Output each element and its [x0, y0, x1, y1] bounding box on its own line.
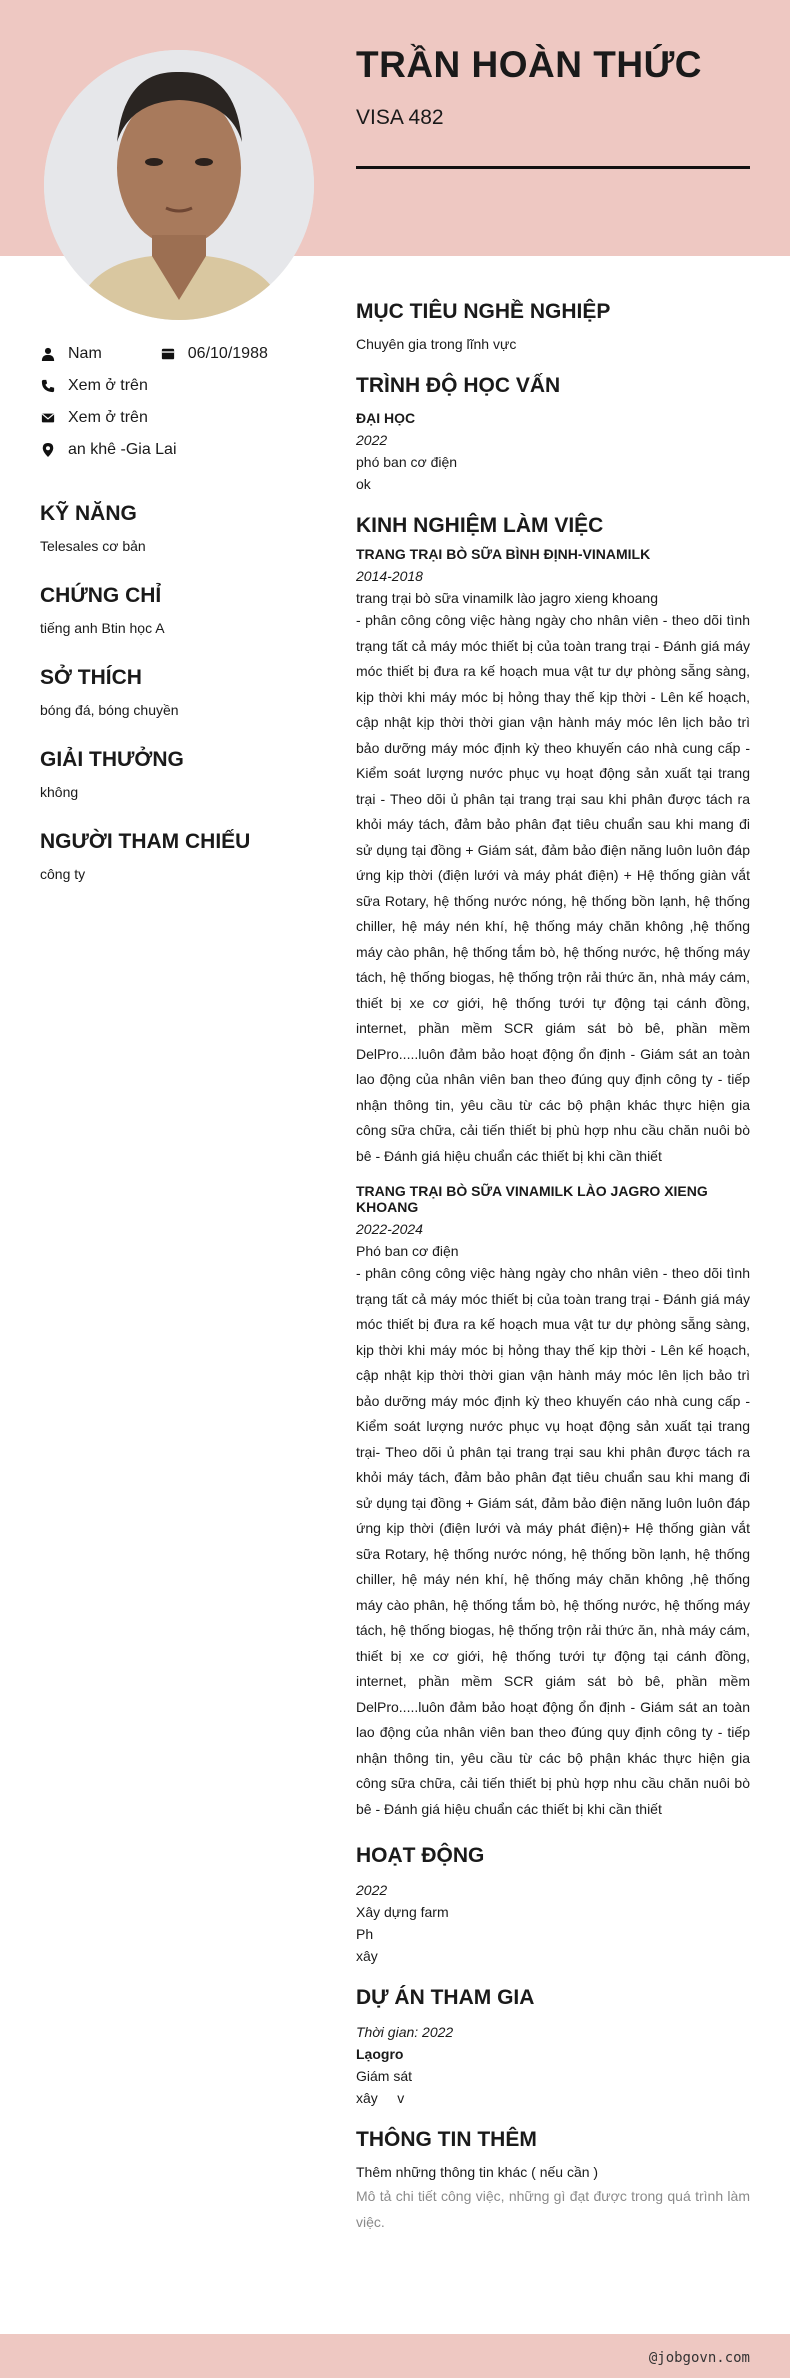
candidate-position: VISA 482	[356, 106, 444, 129]
experience-title: trang trại bò sữa vinamilk lào jagro xieng khoang	[356, 590, 658, 606]
hobbies-section	[40, 666, 330, 718]
calendar-icon	[160, 346, 176, 362]
phone-value[interactable]: Xem ở trên	[68, 377, 148, 394]
user-icon	[40, 346, 56, 362]
awards-heading: GIẢI THƯỞNG	[40, 748, 184, 771]
profile-photo-illustration	[44, 50, 314, 320]
certificates-text: tiếng anh Btin học A	[40, 620, 165, 636]
projects-period: Thời gian: 2022	[356, 2024, 454, 2040]
address-value: an khê -Gia Lai	[68, 441, 177, 458]
left-column	[40, 338, 330, 882]
objective-section	[356, 300, 750, 352]
projects-description: xây v	[356, 2090, 405, 2106]
experience-description: - phân công công việc hàng ngày cho nhân viên - theo dõi tình trạng tất cả máy móc thiết bị của toàn trang trại - Đánh giá máy móc thiết bị đưa ra kế hoạch mua vật tư dự phòng sẵng sàng, kịp thời khi máy móc bị hỏng thay thế kịp thời - Lên kế hoạch, cập nhật kịp thời thời gian vận hành máy móc lên lịch bảo trì bảo dưỡng máy móc định kỳ theo khuyến cáo nhà cung cấp - Kiểm soát lượng nước phục vụ hoạt động sản xuất tại trang trại- Theo dõi ủ phân tại trang trại sau khi phân được tách ra khỏi máy tách, đảm bảo phân đạt tiêu chuẩn sau khi mang đi sử dụng tại đồng + Giám sát, đảm bảo điện năng luôn luôn đáp ứng kịp thời (điện lưới và máy phát điện)+ Hệ thống giàn vắt sữa Rotary, hệ thống nước nóng, hệ thống bồn lạnh, hệ thống chiller, hệ máy nén khí, hệ thống máy chăn không ,hệ thống máy cào phân, hệ thống tắm bò, hệ thống nước, hệ thống máy tách, hệ thống biogas, hệ thống trộn rải thức ăn, nhà máy cám, thiết bị xe cơ giới, hệ thống tưới tự động tại cánh đồng, internet, phần mềm SCR giám sát bò bê, phần mềm DelPro.....luôn đảm bảo hoạt động ổn định - Giám sát an toàn lao động của nhân viên ban theo đúng quy định công ty - tiếp nhận thông tin, yêu cầu từ các bộ phận khác thực hiện gia công sữa chữa, cải tiến thiết bị phù hợp nhu cầu chăn nuôi bò bê - Đánh giá hiệu chuẩn các thiết bị khi cần thiết	[356, 1265, 750, 1817]
projects-role: Giám sát	[356, 2068, 413, 2084]
references-heading: NGƯỜI THAM CHIẾU	[40, 830, 251, 853]
name-divider	[356, 166, 750, 169]
footer-brand[interactable]: @jobgovn.com	[648, 2350, 750, 2366]
contact-phone	[40, 370, 330, 402]
birthdate-value: 06/10/1988	[187, 345, 268, 362]
additional-hint: Mô tả chi tiết công việc, những gì đạt được trong quá trình làm việc.	[356, 2188, 750, 2230]
experience-item	[356, 1183, 750, 1822]
activities-role: Ph	[356, 1926, 374, 1942]
education-note: ok	[356, 476, 371, 492]
certificates-section	[40, 584, 330, 636]
education-heading: TRÌNH ĐỘ HỌC VẤN	[356, 374, 561, 397]
awards-text: không	[40, 784, 79, 800]
education-school: ĐẠI HỌC	[356, 410, 416, 426]
contact-email	[40, 402, 330, 434]
experience-title: Phó ban cơ điện	[356, 1243, 459, 1259]
activities-heading: HOẠT ĐỘNG	[356, 1844, 485, 1867]
hobbies-heading: SỞ THÍCH	[40, 666, 142, 689]
experience-period: 2022-2024	[356, 1221, 423, 1237]
email-icon	[40, 410, 56, 426]
footer-band	[0, 2334, 790, 2378]
experience-period: 2014-2018	[356, 568, 423, 584]
education-major: phó ban cơ điện	[356, 454, 458, 470]
gender-value: Nam	[68, 345, 102, 362]
objective-heading: MỤC TIÊU NGHỀ NGHIỆP	[356, 300, 611, 323]
skills-text: Telesales cơ bản	[40, 538, 146, 554]
right-column	[356, 300, 750, 2257]
additional-text: Thêm những thông tin khác ( nếu cần )	[356, 2164, 599, 2180]
references-section	[40, 830, 330, 882]
phone-icon	[40, 378, 56, 394]
experience-heading: KINH NGHIỆM LÀM VIỆC	[356, 514, 604, 537]
education-section	[356, 374, 750, 492]
projects-section	[356, 1986, 750, 2106]
additional-heading: THÔNG TIN THÊM	[356, 2128, 537, 2151]
experience-company: TRANG TRẠI BÒ SỮA VINAMILK LÀO JAGRO XIENG KHOANG	[356, 1183, 708, 1215]
experience-item	[356, 546, 750, 1169]
additional-section	[356, 2128, 750, 2235]
hobbies-text: bóng đá, bóng chuyền	[40, 702, 179, 718]
activities-description: xây	[356, 1948, 378, 1964]
candidate-name: TRẦN HOÀN THỨC	[356, 44, 702, 85]
projects-name: Lạogro	[356, 2046, 404, 2062]
contact-address	[40, 434, 330, 466]
certificates-heading: CHỨNG CHỈ	[40, 584, 162, 607]
contact-gender-birthdate	[40, 338, 330, 370]
objective-text: Chuyên gia trong lĩnh vực	[356, 336, 517, 352]
projects-heading: DỰ ÁN THAM GIA	[356, 1986, 535, 2009]
skills-heading: KỸ NĂNG	[40, 502, 137, 525]
activities-section	[356, 1844, 750, 1964]
activities-org: Xây dựng farm	[356, 1904, 449, 1920]
location-icon	[40, 442, 56, 458]
activities-period: 2022	[356, 1882, 388, 1898]
education-period: 2022	[356, 432, 388, 448]
email-value[interactable]: Xem ở trên	[68, 409, 148, 426]
experience-section	[356, 514, 750, 1822]
skills-section	[40, 502, 330, 554]
awards-section	[40, 748, 330, 800]
experience-description: - phân công công việc hàng ngày cho nhân viên - theo dõi tình trạng tất cả máy móc thiết bị của toàn trang trại - Đánh giá máy móc thiết bị đưa ra kế hoạch mua vật tư dự phòng sẵng sàng, kịp thời khi máy móc bị hỏng thay thế kịp thời - Lên kế hoạch, cập nhật kịp thời thời gian vận hành máy móc lên lịch bảo trì bảo dưỡng máy móc định kỳ theo khuyến cáo nhà cung cấp - Kiểm soát lượng nước phục vụ hoạt động sản xuất tại trang trại - Theo dõi ủ phân tại trang trại sau khi phân được tách ra khỏi máy tách, đảm bảo phân đạt tiêu chuẩn sau khi mang đi sử dụng tại đồng + Giám sát, đảm bảo điện năng luôn luôn đáp ứng kịp thời (điện lưới và máy phát điện) + Hệ thống giàn vắt sữa Rotary, hệ thống nước nóng, hệ thống bồn lạnh, hệ thống chiller, hệ máy nén khí, hệ thống máy chăn không ,hệ thống máy cào phân, hệ thống tắm bò, hệ thống nước, hệ thống máy tách, hệ thống biogas, hệ thống trộn rải thức ăn, nhà máy cám, thiết bị xe cơ giới, hệ thống tưới tự động tại cánh đồng, internet, phần mềm SCR giám sát bò bê, phần mềm DelPro.....luôn đảm bảo hoạt động ổn định - Giám sát an toàn lao động của nhân viên ban theo đúng quy định công ty - tiếp nhận thông tin, yêu cầu từ các bộ phận khác thực hiện gia công sữa chữa, cải tiến thiết bị phù hợp nhu cầu chăn nuôi bò bê - Đánh giá hiệu chuẩn các thiết bị khi cần thiết	[356, 612, 750, 1164]
profile-photo	[44, 50, 314, 320]
references-text: công ty	[40, 866, 86, 882]
experience-company: TRANG TRẠI BÒ SỮA BÌNH ĐỊNH-VINAMILK	[356, 546, 651, 562]
